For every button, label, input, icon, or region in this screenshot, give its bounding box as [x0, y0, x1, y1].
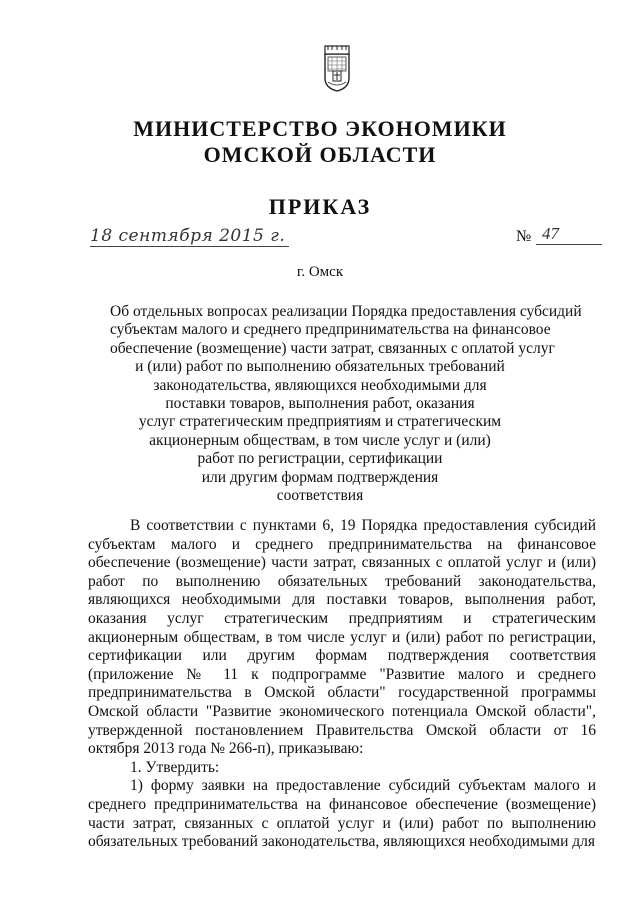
subject-line: работ по регистрации, сертификации: [197, 450, 443, 468]
subject-line: Об отдельных вопросах реализации Порядка предоставления субсидий: [110, 303, 582, 320]
subject-line: поставки товаров, выполнения работ, оказания: [165, 395, 475, 413]
document-type-title: ПРИКАЗ: [268, 194, 372, 219]
subject-line: услуг стратегическим предприятиям и стратегическим: [138, 413, 502, 431]
city-line: г. Омск: [296, 264, 344, 280]
handwritten-date: 18 сентября 2015 г.: [90, 226, 289, 247]
document-body: [88, 517, 596, 852]
handwritten-order-number: 47: [536, 224, 602, 245]
subject-line: или другим формам подтверждения: [201, 468, 439, 486]
clause-1-heading: 1. Утвердить:: [130, 758, 220, 776]
subject-line: и (или) работ по выполнению обязательных требований: [135, 358, 505, 376]
clause-1-subitem-1: 1) форму заявки на предоставление субсидий субъектам малого и среднего предпринимательства на финансовое обеспечение (возмещение) части затрат, связанных с оплатой услуг и (или) работ по выполнению обязательных требований законодательства, являющихся необходимыми для: [88, 777, 596, 851]
number-label: №: [516, 228, 532, 245]
subject-line: акционерным обществам, в том числе услуг и (или): [149, 431, 491, 449]
subject-line: субъектам малого и среднего предпринимательства на финансовое: [110, 321, 551, 339]
ministry-name-line1: МИНИСТЕРСТВО ЭКОНОМИКИ: [133, 116, 507, 141]
subject-line: законодательства, являющихся необходимыми для: [153, 376, 487, 394]
subject-line: обеспечение (возмещение) части затрат, связанных с оплатой услуг: [110, 339, 555, 357]
order-subject: [110, 303, 582, 505]
ministry-name-line2: ОМСКОЙ ОБЛАСТИ: [203, 142, 437, 167]
coat-of-arms-emblem: [322, 44, 352, 92]
preamble-paragraph: В соответствии с пунктами 6, 19 Порядка предоставления субсидий субъектам малого и среднего предпринимательства на финансовое обеспечение (возмещение) части затрат, связанных с оплатой услуг и (или) работ по выполнению обязательных требований законодательства, являющихся необходимыми для поставки товаров, выполнения работ, оказания услуг стратегическим предприятиям и стратегическим акционерным обществам, в том числе услуг и (или) работ по регистрации, сертификации или другим формам подтверждения соответствия (приложение № 11 к подпрограмме "Развитие малого и среднего предпринимательства в Омской области" государственной программы Омской области "Развитие экономического потенциала Омской области", утвержденной постановлением Правительства Омской области от 16 октября 2013 года № 266-п), приказываю:: [88, 517, 596, 758]
subject-line: соответствия: [276, 487, 364, 505]
